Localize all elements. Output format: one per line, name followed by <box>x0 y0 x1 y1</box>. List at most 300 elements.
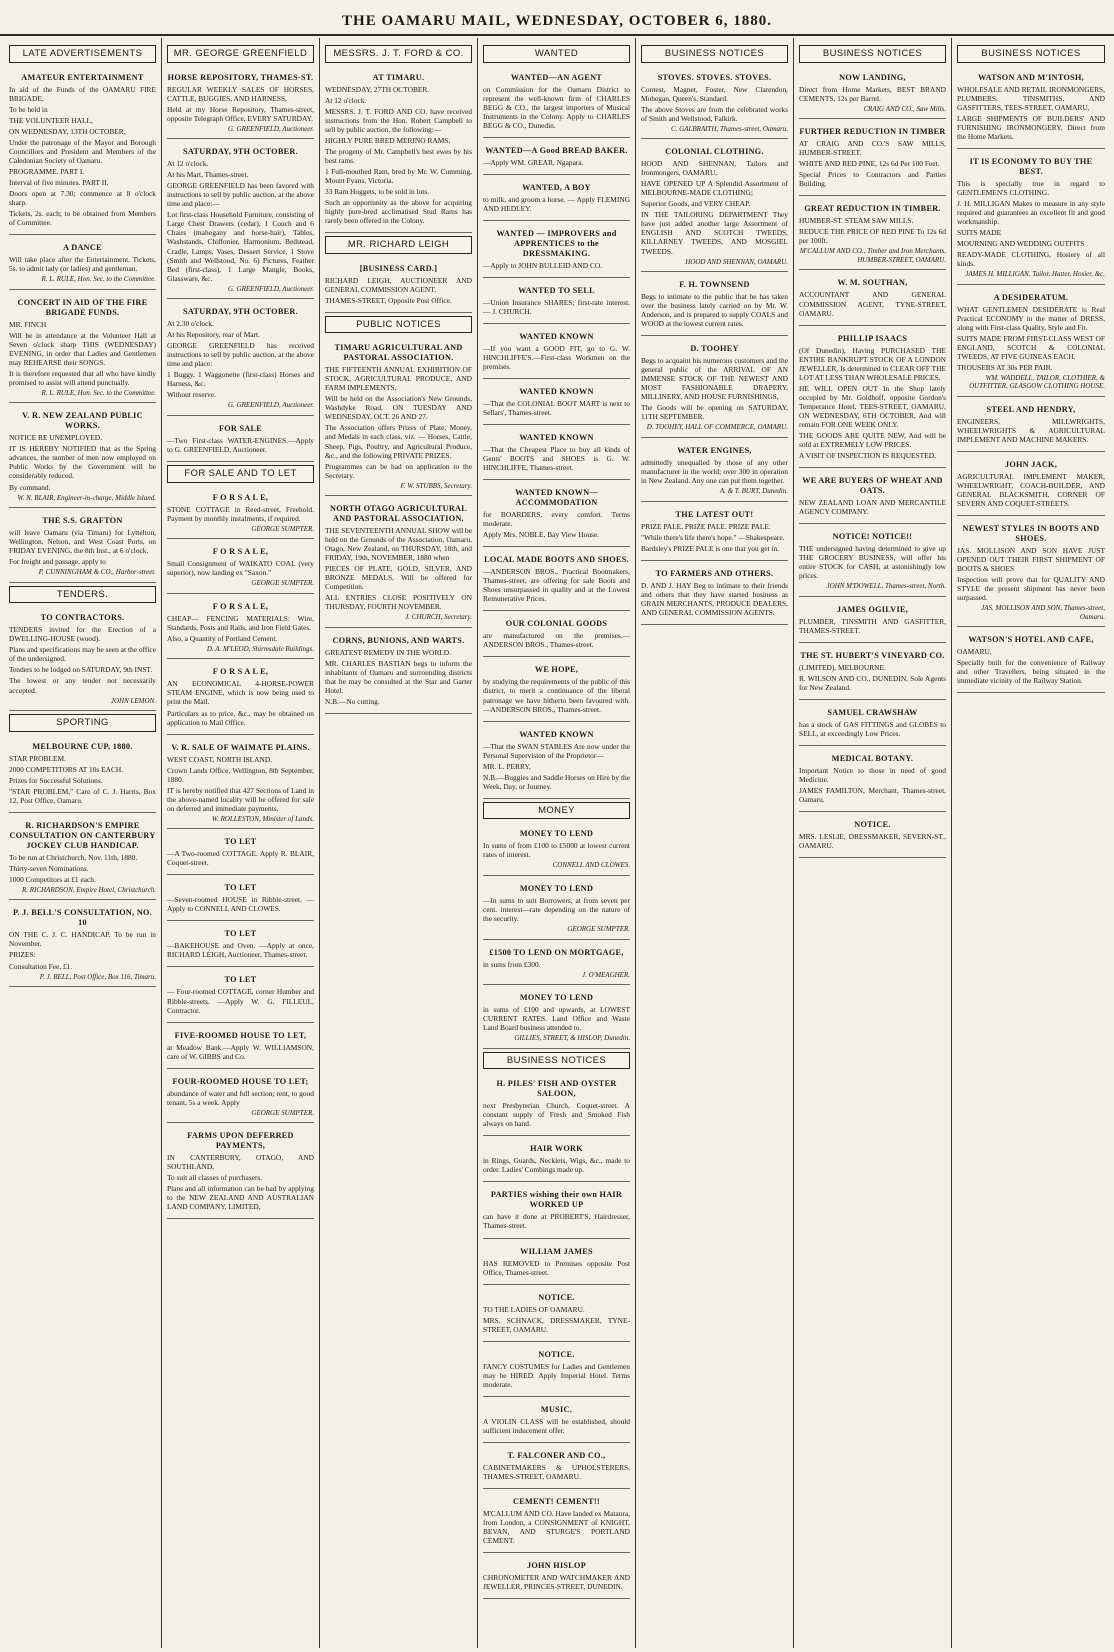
advertisement <box>9 68 156 235</box>
column-2 <box>162 38 320 1648</box>
ad-heading: FIVE-ROOMED HOUSE TO LET, <box>174 1030 307 1040</box>
ad-heading: FOR SALE <box>218 423 263 433</box>
ad-text: The Association offers Prizes of Plate, Money, and Medals in each class, viz. — Horses, Cattle, Sheep, Pigs, Poultry, and Agricultural Produce, &c., and the following PRIVATE PRIZES. <box>325 423 472 460</box>
advertisement <box>325 68 472 233</box>
section-header: MR. GEORGE GREENFIELD <box>167 45 314 63</box>
ad-heading: MONEY TO LEND <box>519 829 594 839</box>
advertisement <box>167 924 314 967</box>
ad-text: Prizes for Successful Solutions. <box>9 775 103 785</box>
ad-text: 2000 COMPETITORS AT 10s EACH. <box>9 764 124 774</box>
ad-text: Contest, Magnet, Foster, New Clarendon, Mohegan, Queen's, Standard. <box>641 84 788 103</box>
ad-heading: THE ST. HUBERT'S VINEYARD CO. <box>800 650 945 660</box>
ad-text: Plans and specifications may be seen at the office of the undersigned. <box>9 645 156 664</box>
advertisement <box>799 600 946 643</box>
advertisement <box>167 68 314 140</box>
ad-text: The lowest or any tender not necessarily accepted. <box>9 676 156 695</box>
ad-text: STAR PROBLEM. <box>9 753 66 763</box>
ad-heading: AT TIMARU. <box>372 72 425 82</box>
ad-text: (LIMITED), MELBOURNE. <box>799 662 886 672</box>
ad-heading: TO LET <box>224 883 257 893</box>
advertisement <box>483 1446 630 1489</box>
ad-signature: P. CUNNINGHAM & CO., Harbor-street. <box>38 568 156 577</box>
ad-text: Lot first-class Household Furniture, consisting of Large Chest Drawers (cedar), 1 Couch and 6 Chairs (mahogany and horse-hair), Tables, Washstands, Chiffonier, Harmonium, Bedstead, Cradle, Lamps, Vases, Dessert Service, 1 Stove (Smith and Wellstood, No. 6) Pictures, Feather Bed (first-class), 1 Large Mangle, Books, Glassware, &c. <box>167 210 314 283</box>
ad-text: N.B.—Buggies and Saddle Horses on Hire by the Week, Day, or Journey. <box>483 772 630 791</box>
ad-text: AN ECONOMICAL 4-HORSE-POWER STEAM ENGINE, which is now being used to print the Mail. <box>167 679 314 707</box>
ad-text: WEDNESDAY, 27TH OCTOBER. <box>325 84 430 94</box>
ad-heading: A DANCE <box>63 243 102 253</box>
ad-heading: CEMENT! CEMENT!! <box>513 1496 600 1506</box>
ad-text: Tickets, 2s. each; to be obtained from Members of Committee. <box>9 208 156 227</box>
advertisement <box>641 68 788 140</box>
section-header: BUSINESS NOTICES <box>641 45 788 63</box>
ad-text: in Rings, Guards, Necklets, Wigs, &c., made to order. Ladies' Combings made up. <box>483 1156 630 1175</box>
ad-text: —That the COLONIAL BOOT MART is next to Sellars', Thames-street. <box>483 399 630 418</box>
advertisement <box>167 488 314 540</box>
ad-heading: WANTED TO SELL <box>518 285 595 295</box>
ad-text: Thirty-seven Nominations. <box>9 863 89 873</box>
ad-text: for BOARDERS, every comfort. Terms moderate. <box>483 510 630 529</box>
ad-text: MR. CHARLES BASTIAN begs to inform the inhabitants of Oamaru and surrounding districts that he may be consulted at the Star and Garter Hotel. <box>325 659 472 696</box>
ad-heading: WANTED KNOWN <box>519 729 594 739</box>
ad-heading: JOHN HISLOP <box>526 1561 587 1571</box>
ad-heading: TO LET <box>224 975 257 985</box>
ad-heading: D. TOOHEY <box>690 344 739 354</box>
advertisement <box>483 1345 630 1397</box>
advertisement <box>325 499 472 628</box>
ad-heading: MELBOURNE CUP, 1880. <box>32 741 133 751</box>
ad-text: Will be in attendance at the Volunteer Hall at Seven o'clock sharp THIS (WEDNESDAY) EVENING, in order that Ladies and Gentlemen may REHEARSE their SONGS. <box>9 330 156 367</box>
ad-heading: PARTIES wishing their own HAIR WORKED UP <box>490 1190 623 1210</box>
advertisement <box>957 288 1105 397</box>
advertisement <box>799 703 946 746</box>
ad-signature: A. & T. BURT, Dunedin. <box>719 487 788 496</box>
advertisement <box>957 152 1105 285</box>
ad-signature: J. CHURCH, Secretary. <box>405 613 472 622</box>
ad-text: NEW ZEALAND LOAN AND MERCANTILE AGENCY COMPANY. <box>799 497 946 516</box>
ad-heading: T. FALCONER AND CO., <box>507 1450 606 1460</box>
ad-heading: £1500 TO LEND ON MORTGAGE, <box>489 947 624 957</box>
ad-heading: TO LET <box>224 929 257 939</box>
ad-text: CHEAP— FENCING MATERIALS: Wire, Standards, Posts and Rails, and Iron Field Gates. <box>167 613 314 632</box>
advertisement <box>483 1185 630 1238</box>
advertisement <box>483 943 630 986</box>
advertisement <box>957 68 1105 149</box>
ad-heading: WANTED KNOWN <box>519 433 594 443</box>
ad-heading: F O R S A L E, <box>212 667 269 677</box>
advertisement <box>167 1126 314 1219</box>
ad-text: Under the patronage of the Mayor and Borough Councillors and President and Members of the Caledonian Society of Oamaru. <box>9 137 156 165</box>
advertisement <box>957 630 1105 693</box>
ad-text: will leave Oamaru (via Timaru) for Lyttelton, Wellington, Nelson, and West Coast Ports, on FRIDAY EVENING, the 8th Inst., at 6 o'clock. <box>9 528 156 556</box>
ad-heading: GREAT REDUCTION IN TIMBER. <box>804 204 941 214</box>
advertisement <box>167 1026 314 1069</box>
ad-text: TENDERS invited for the Erection of a DWELLING-HOUSE (wood). <box>9 625 156 644</box>
ad-text: abundance of water and full section; rent, to good tenant, 5s a week. Apply <box>167 1088 314 1107</box>
ad-text: It is therefore requested that all who have kindly promised to assist will attend punctually. <box>9 368 156 387</box>
advertisement <box>799 273 946 325</box>
ad-text: STONE COTTAGE in Reed-street, Freehold. Payment by monthly instalments, if required. <box>167 504 314 523</box>
ad-text: GEORGE GREENFIELD has been favored with instructions to sell by public auction, at the above time and place:— <box>167 181 314 209</box>
ad-text: —Seven-roomed HOUSE in Ribble-street. —Apply to CONNELL AND CLOWES. <box>167 895 314 914</box>
column-4 <box>478 38 636 1648</box>
column-3 <box>320 38 478 1648</box>
ad-text: "STAR PROBLEM," Care of C. J. Harris, Box 12, Post Office, Oamaru. <box>9 786 156 805</box>
advertisement <box>167 738 314 830</box>
section-header: FOR SALE AND TO LET <box>167 465 314 483</box>
ad-heading: TO FARMERS AND OTHERS. <box>655 568 774 578</box>
ad-heading: P. J. BELL'S CONSULTATION, NO. 10 <box>12 908 153 928</box>
ad-signature: G. GREENFIELD, Auctioneer. <box>228 124 314 133</box>
advertisement <box>9 903 156 987</box>
ad-text: In sums of from £100 to £5000 at lowest current rates of interest. <box>483 841 630 860</box>
ad-heading: MONEY TO LEND <box>519 883 594 893</box>
ad-text: Direct from Home Markets, BEST BRAND CEMENTS, 12s per Barrel. <box>799 84 946 103</box>
ad-signature: G. GREENFIELD, Auctioneer. <box>228 401 314 410</box>
section-header: BUSINESS NOTICES <box>957 45 1105 63</box>
ad-heading: A DESIDERATUM. <box>993 292 1069 302</box>
ad-text: The progeny of Mr. Campbell's best ewes by his best rams. <box>325 146 472 165</box>
ad-text: D. AND J. HAY Beg to intimate to their friends and others that they have started business as GRAIN MERCHANTS, PRODUCE DEALERS, AND GENERAL COMMISSION AGENTS. <box>641 580 788 617</box>
advertisement <box>167 302 314 416</box>
ad-text: THE VOLUNTEER HALL, <box>9 115 93 125</box>
ad-heading: TO LET <box>224 837 257 847</box>
ad-heading: WILLIAM JAMES <box>520 1246 593 1256</box>
ad-text: THE SEVENTEENTH ANNUAL SHOW will be held on the Grounds of the Association, Oamaru, Otago, New Zealand, on THURSDAY, 18th, and FRIDAY, 19th, NOVEMBER, 1880 when <box>325 526 472 563</box>
section-header: LATE ADVERTISEMENTS <box>9 45 156 63</box>
ad-text: admittedly unequalled by those of any other manufacturer in the world; over 300 in operation in New Zealand. Any one can put them together. <box>641 457 788 486</box>
ad-text: MR. FINCH <box>9 319 47 329</box>
ad-heading: WANTED—AN AGENT <box>510 72 603 82</box>
ad-text: A VISIT OF INSPECTION IS REQUESTED, <box>799 450 936 460</box>
ad-text: SUITS MADE <box>957 227 1002 237</box>
ad-text: 1 Full-mouthed Ram, bred by Mr. W. Cumming, Mount Fyans, Victoria. <box>325 166 472 185</box>
ad-text: JAS. MOLLISON AND SON HAVE JUST OPENED OUT THEIR FIRST SHIPMENT OF BOOTS & SHOES <box>957 546 1105 574</box>
ad-heading: COLONIAL CLOTHING. <box>665 147 764 157</box>
ad-text: GEORGE GREENFIELD has received instructions to sell by public auction, at the above time and place: <box>167 341 314 369</box>
ad-text: THAMES-STREET, Opposite Post Office. <box>325 295 452 305</box>
ad-signature: GEORGE SUMPTER. <box>567 925 630 933</box>
ad-text: WEST COAST, NORTH ISLAND. <box>167 754 273 764</box>
ad-text: GREATEST REMEDY IN THE WORLD. <box>325 647 451 657</box>
advertisement <box>483 141 630 175</box>
ad-text: next Presbyterian Church, Coquet-street. A constant supply of Fresh and Smoked Fish always on hand. <box>483 1101 630 1129</box>
ad-signature: CRAIG AND CO., Saw Mills. <box>863 104 946 113</box>
ad-signature: R. RICHARDSON, Empire Hotel, Christchurch. <box>21 885 156 894</box>
ad-heading: W. M. SOUTHAN, <box>837 278 908 288</box>
ad-heading: WATER ENGINES, <box>677 445 752 455</box>
ad-text: Crown Lands Office, Wellington, 8th September, 1880. <box>167 765 314 784</box>
ad-text: THE undersigned having determined to give up THE GROCERY BUSINESS, will offer his entire STOCK for CASH, at astonishingly low prices. <box>799 544 946 581</box>
advertisement <box>483 281 630 324</box>
masthead <box>0 0 1114 36</box>
ad-text: IT IS HEREBY NOTIFIED that as the Spring advances, the number of men now employed on Public Works by the Government will be considerably reduced. <box>9 444 156 481</box>
ad-heading: NOTICE. <box>854 820 891 830</box>
advertisement <box>799 646 946 700</box>
ad-heading: HORSE REPOSITORY, THAMES-ST. <box>167 72 314 82</box>
ad-text: ENGINEERS, MILLWRIGHTS, WHEELWRIGHTS & AGRICULTURAL IMPLEMENT AND MACHINE MAKERS. <box>957 416 1105 444</box>
advertisement <box>483 660 630 721</box>
column-1 <box>4 38 162 1648</box>
advertisement <box>167 1072 314 1124</box>
advertisement <box>483 224 630 278</box>
ad-text: 1000 Competitors at £1 each. <box>9 874 96 884</box>
ad-heading: NEWEST STYLES IN BOOTS AND SHOES. <box>962 524 1100 544</box>
ad-text: AGRICULTURAL IMPLEMENT MAKER, WHEELWRIGHT, COACH-BUILDER, AND GENERAL BLACKSMITH, CORNER OF SEVERN AND COQUET-STREETS. <box>957 471 1105 509</box>
ad-text: can have it done at PROBERT'S, Hairdresser, Thames-street. <box>483 1212 630 1231</box>
ad-text: WHAT GENTLEMEN DESIDERATE is Real Practical ECONOMY in the matter of DRESS, along with First-class Quality, Style and Fit. <box>957 304 1105 332</box>
ad-heading: [BUSINESS CARD.] <box>359 263 438 273</box>
advertisement <box>483 725 630 799</box>
ad-heading: NORTH OTAGO AGRICULTURAL AND PASTORAL ASSOCIATION. <box>329 504 468 524</box>
ad-text: PRIZES: <box>9 950 36 960</box>
advertisement <box>483 327 630 379</box>
ad-heading: JAMES OGILVIE, <box>836 604 909 614</box>
ad-text: Bardsley's PRIZE PALE is one that you get in. <box>641 543 779 553</box>
ad-text: Doors open at 7.30; commence at 8 o'clock sharp. <box>9 188 156 207</box>
advertisement <box>483 483 630 547</box>
ad-heading: WANTED, A BOY <box>522 182 591 192</box>
ad-text: Without reserve. <box>167 390 216 400</box>
ad-signature: M'CALLUM AND CO., Timber and Iron Merchants, HUMBER-STREET, OAMARU. <box>799 247 946 264</box>
ad-text: AT CRAIG AND CO.'S SAW MILLS, HUMBER-STREET. <box>799 139 946 158</box>
ad-text: ALL ENTRIES CLOSE POSITIVELY ON THURSDAY, FOURTH NOVEMBER. <box>325 593 472 612</box>
advertisement <box>641 505 788 561</box>
ad-signature: C. GALBRAITH, Thames-street, Oamaru. <box>671 124 788 133</box>
ad-text: —Apply to JOHN BULLEID AND CO. <box>483 260 603 270</box>
ad-text: MESSRS. J. T. FORD AND CO. have received instructions from the Hon. Robert Campbell to sell by public auction, the following:— <box>325 106 472 134</box>
ad-text: N.B.—No cutting. <box>325 697 380 707</box>
ad-text: REDUCE THE PRICE OF RED PINE To 12s 6d per 100ft. <box>799 227 946 246</box>
ad-text: Interval of five minutes. PART II. <box>9 177 109 187</box>
ad-text: MRS. SCHNACK, DRESSMAKER, TYNE-STREET, OAMARU. <box>483 1315 630 1334</box>
ad-heading: LOCAL MADE BOOTS AND SHOES. <box>484 555 629 565</box>
ad-text: IN CANTERBURY, OTAGO, AND SOUTHLAND, <box>167 1153 314 1172</box>
ad-text: HIGHLY PURE BRED MERINO RAMS, <box>325 135 451 145</box>
advertisement <box>799 527 946 597</box>
ad-text: Consultation Fee, £1. <box>9 961 73 971</box>
ad-heading: WANTED KNOWN <box>519 331 594 341</box>
advertisement <box>167 878 314 921</box>
ad-text: This is specially true in regard to GENTLEMEN'S CLOTHING. <box>957 178 1105 197</box>
ad-text: To suit all classes of purchasers. <box>167 1173 263 1183</box>
ad-text: MR. L. PERRY, <box>483 761 531 771</box>
ad-text: IN THE TAILORING DEPARTMENT They have just added another large Assortment of ENGLISH AND SCOTCH TWEEDS, KILLARNEY TWEEDS, AND MOSGIEL TWEEDS. <box>641 210 788 256</box>
ad-heading: F O R S A L E, <box>212 492 269 502</box>
ad-text: —ANDERSON BROS., Practical Bootmakers, Thames-street, are offering for sale Boots and Shoes unsurpassed in quality and at the Lowest Remunerative Prices. <box>483 567 630 604</box>
ad-text: PLUMBER, TINSMITH AND GASFITTER, THAMES-STREET. <box>799 616 946 635</box>
ad-heading: NOTICE! NOTICE!! <box>832 532 913 542</box>
ad-text: ON THE C. J. C. HANDICAP, To be run in November. <box>9 930 156 949</box>
ad-heading: WANTED KNOWN—ACCOMMODATION <box>515 488 598 508</box>
advertisement <box>799 749 946 812</box>
ad-text: MOURNING AND WEDDING OUTFITS <box>957 238 1085 248</box>
ad-text: HAS REMOVED to Premises opposite Post Office, Thames-street. <box>483 1258 630 1277</box>
ad-text: Will take place after the Entertainment. Tickets, 5s. to admit lady (or ladies) and gentleman. <box>9 255 156 274</box>
ad-signature: D. TOOHEY, HALL OF COMMERCE, OAMARU. <box>646 423 788 432</box>
ad-text: Particulars as to price, &c., may be obtained on application to Mail Office. <box>167 708 314 727</box>
ad-signature: G. GREENFIELD, Auctioneer. <box>228 284 314 293</box>
advertisement <box>483 824 630 876</box>
ad-heading: THE LATEST OUT! <box>675 509 754 519</box>
ad-text: RICHARD LEIGH, AUCTIONEER AND GENERAL COMMISSION AGENT, <box>325 275 472 294</box>
ad-text: In aid of the Funds of the OAMARU FIRE BRIGADE, <box>9 84 156 103</box>
ad-text: WHOLESALE AND RETAIL IRONMONGERS, PLUMBERS, TINSMITHS, AND GASFITTERS, TEES-STREET, OAMARU, <box>957 84 1105 112</box>
advertisement <box>641 142 788 272</box>
ad-text: IT is hereby notified that 427 Sections of Land in the above-named locality will be offered for sale on deferred and immediate payments. <box>167 785 314 813</box>
ad-signature: W. ROLLESTON, Minister of Lands. <box>211 814 314 823</box>
ad-signature: GEORGE SUMPTER. <box>251 579 314 588</box>
advertisement <box>957 455 1105 516</box>
ad-text: Begs to intimate to the public that he has taken over the business lately carried on by Mr. W. Anderson, and is prepared to supply COALS and WOOD at the lowest current rates. <box>641 292 788 329</box>
advertisement <box>9 238 156 290</box>
ad-signature: R. L. RULE, Hon. Sec. to the Committee. <box>41 388 156 397</box>
ad-text: At his Repository, rear of Mart. <box>167 330 260 340</box>
advertisement <box>9 406 156 508</box>
ad-text: CHRONOMETER AND WATCHMAKER AND JEWELLER, PRINCES-STREET, DUNEDIN. <box>483 1573 630 1592</box>
ad-heading: CORNS, BUNIONS, AND WARTS. <box>332 635 465 645</box>
ad-text: PRIZE PALE. PRIZE PALE. PRIZE PALE. <box>641 521 771 531</box>
ad-heading: THE S.S. GRAFTON <box>42 516 123 526</box>
advertisement <box>641 441 788 502</box>
ad-heading: SATURDAY, 9TH OCTOBER. <box>183 307 298 317</box>
ad-signature: W. N. BLAIR, Engineer-in-charge, Middle Island. <box>17 493 156 502</box>
ad-heading: NOTICE. <box>538 1292 575 1302</box>
ad-text: —If you want a GOOD FIT, go to G. W. HINCHLIFFE'S.—First-class Workmen on the premises. <box>483 343 630 371</box>
advertisement <box>799 329 946 468</box>
advertisement <box>167 142 314 299</box>
ad-text: Superior Goods, and VERY CHEAP. <box>641 199 751 209</box>
ad-text: 33 Ram Hoggets, to be sold in lots. <box>325 186 430 196</box>
ad-text: — Four-roomed COTTAGE, corner Humber and Ribble-streets. —Apply W. G. FILLEUL, Contractor. <box>167 987 314 1015</box>
section-header: BUSINESS NOTICES <box>799 45 946 63</box>
ad-text: are manufactured on the premises.—ANDERSON BROS., Thames-street. <box>483 631 630 650</box>
advertisement <box>799 122 946 196</box>
ad-text: (Of Dunedin), Having PURCHASED THE ENTIRE BANKRUPT STOCK OF A LONDON JEWELLER, Is determined to CLEAR OFF THE LOT AT LESS THAN WHOLESALE PRICES. <box>799 345 946 382</box>
ad-heading: AMATEUR ENTERTAINMENT <box>21 72 144 82</box>
ad-signature: GEORGE SUMPTER. <box>251 524 314 533</box>
ad-text: Specially built for the convenience of Railway and other Travellers, being situated in the immediate vicinity of the Railway Station. <box>957 658 1105 686</box>
advertisement <box>483 382 630 425</box>
ad-signature: GILLIES, STREET, & HISLOP, Dunedin. <box>514 1034 630 1043</box>
ad-text: At his Mart, Thames-street. <box>167 170 249 180</box>
ad-heading: NOTICE. <box>538 1349 575 1359</box>
ad-text: —BAKEHOUSE and Oven. —Apply at once, RICHARD LEIGH, Auctioneer, Thames-street. <box>167 941 314 960</box>
ad-text: to milk, and groom a horse. — Apply FLEMING AND HEDLEY. <box>483 194 630 213</box>
ad-heading: MONEY TO LEND <box>519 993 594 1003</box>
masthead-title: THE OAMARU MAIL, WEDNESDAY, OCTOBER 6, 1880. <box>342 13 772 29</box>
ad-heading: TIMARU AGRICULTURAL AND PASTORAL ASSOCIATION. <box>334 343 463 363</box>
ad-text: "While there's life there's hope." —Shakespeare. <box>641 532 785 542</box>
ad-text: on Commission for the Oamaru District to represent the well-known firm of CHARLES BEGG & CO., the largest importers of Musical Instruments in the Colony. Apply to CHARLES BEGG & CO., Dunedin. <box>483 84 630 130</box>
advertisement <box>167 542 314 594</box>
column-5 <box>636 38 794 1648</box>
advertisement <box>483 614 630 657</box>
ad-signature: WM. WADDELL, TAILOR, CLOTHIER, & OUTFITTER, GLASGOW CLOTHING HOUSE. <box>969 373 1105 391</box>
advertisement <box>167 832 314 875</box>
ad-text: WHITE AND RED PINE, 12s 6d Per 100 Feet. <box>799 159 940 169</box>
advertisement <box>799 199 946 270</box>
ad-heading: OUR COLONIAL GOODS <box>505 619 608 629</box>
ad-heading: WANTED KNOWN <box>519 387 594 397</box>
ad-heading: F O R S A L E, <box>212 547 269 557</box>
ad-text: NOTICE RE UNEMPLOYED. <box>9 433 102 443</box>
ad-signature: JOHN LEMON. <box>110 696 156 705</box>
advertisement <box>483 1400 630 1443</box>
newspaper-columns <box>4 38 1110 1648</box>
ad-heading: WATSON'S HOTEL AND CAFE, <box>968 635 1094 645</box>
ad-text: ON WEDNESDAY, 13TH OCTOBER, <box>9 126 126 136</box>
ad-text: Begs to acquaint his numerous customers and the general public of the ARRIVAL OF AN IMMENSE STOCK OF THE NEWEST AND MOST FASHIONABLE DRAPERY, MILLINERY, AND HOUSE FURNISHINGS, <box>641 356 788 402</box>
advertisement <box>641 564 788 625</box>
ad-text: LARGE SHIPMENTS OF BUILDERS' AND FURNISHING IRONMONGERY, Direct from the Home Markets. <box>957 113 1105 141</box>
ad-text: —A Two-roomed COTTAGE. Apply R. BLAIR, Coquet-street. <box>167 849 314 868</box>
ad-text: MRS. LESLIE, DRESSMAKER, SEVERN-ST., OAMARU. <box>799 832 946 851</box>
ad-text: The above Stoves are from the celebrated works of Smith and Wellstood, Falkirk. <box>641 104 788 123</box>
ad-text: At 2.30 o'clock. <box>167 319 214 329</box>
ad-signature: GEORGE SUMPTER. <box>251 1108 314 1117</box>
advertisement <box>9 293 156 404</box>
ad-text: —Union Insurance SHARES; first-rate interest. — J. CHURCH. <box>483 297 630 316</box>
ad-text: Such an opportunity as the above for acquiring highly pure-bred acclimatised Stud Rams has rarely been offered in the Colony. <box>325 197 472 225</box>
ad-text: A VIOLIN CLASS will be established, should sufficient inducement offer. <box>483 1416 630 1435</box>
ad-text: ACCOUNTANT AND GENERAL COMMISSION AGENT, TYNE-STREET, OAMARU. <box>799 290 946 318</box>
ad-heading: MEDICAL BOTANY. <box>831 753 914 763</box>
ad-text: JAMES FAMILTON, Merchant, Thames-street, Oamaru. <box>799 785 946 804</box>
advertisement <box>483 1074 630 1136</box>
ad-heading: R. RICHARDSON'S EMPIRE CONSULTATION ON CANTERBURY JOCKEY CLUB HANDICAP. <box>9 820 156 850</box>
advertisement <box>483 988 630 1049</box>
ad-heading: WANTED — IMPROVERS and APPRENTICES to the DRESSMAKING. <box>496 228 617 258</box>
ad-heading: HAIR WORK <box>530 1144 583 1154</box>
ad-text: —In sums to suit Borrowers, at from seven per cent. interest—rate depending on the nature of the security. <box>483 895 630 923</box>
ad-signature: JAMES H. MILLIGAN, Tailor, Hatter, Hosier, &c. <box>965 270 1105 279</box>
ad-heading: SAMUEL CRAWSHAW <box>827 707 918 717</box>
advertisement <box>167 597 314 660</box>
ad-text: Held at my Horse Repository, Thames-street, opposite Telegraph Office, EVERY SATURDAY. <box>167 104 314 123</box>
advertisement <box>641 275 788 336</box>
advertisement <box>167 662 314 734</box>
ad-text: THE FIFTEENTH ANNUAL EXHIBITION OF STOCK, AGRICULTURAL PRODUCE, AND FARM IMPLEMENTS, <box>325 365 472 393</box>
ad-heading: V. R. SALE OF WAIMATE PLAINS. <box>171 742 310 752</box>
ad-signature: HOOD AND SHENNAN, OAMARU. <box>685 257 788 266</box>
section-header: WANTED <box>483 45 630 63</box>
ad-text: Apply Mrs. NOBLE, Bay View House. <box>483 530 600 540</box>
advertisement <box>483 428 630 480</box>
ad-text: Programmes can be had on application to the Secretary. <box>325 461 472 480</box>
ad-text: At 12 o'clock. <box>325 95 367 105</box>
ad-text: 1 Buggy, 1 Waggonette (first-class) Horses and Harness, &c. <box>167 370 314 389</box>
ad-heading: NOW LANDING, <box>839 72 906 82</box>
ad-heading: FOUR-ROOMED HOUSE TO LET; <box>172 1076 309 1086</box>
ad-heading: CONCERT IN AID OF THE FIRE BRIGADE FUNDS. <box>17 297 148 317</box>
ad-heading: F. H. TOWNSEND <box>679 280 750 290</box>
advertisement <box>325 259 472 313</box>
ad-text: By command. <box>9 482 51 492</box>
advertisement <box>483 1139 630 1182</box>
section-header: PUBLIC NOTICES <box>325 316 472 334</box>
section-header: MR. RICHARD LEIGH <box>325 236 472 254</box>
ad-text: THE GOODS ARE QUITE NEW, And will be sold at EXTREMELY LOW PRICES. <box>799 430 946 449</box>
ad-text: Small Consignment of WAIKATO COAL (very superior), now landing ex "Saxon." <box>167 559 314 578</box>
ad-text: REGULAR WEEKLY SALES OF HORSES, CATTLE, BUGGIES, AND HARNESS, <box>167 84 314 103</box>
ad-text: To be held in <box>9 104 48 114</box>
ad-heading: WATSON AND M'INTOSH, <box>977 72 1084 82</box>
advertisement <box>483 68 630 138</box>
advertisement <box>9 816 156 901</box>
ad-text: HE WILL OPEN OUT In the Shop lately occupied by Mr. Goldhoff, opposite Gordon's Temperance Hotel, TEES-STREET, OAMARU, ON WEDNESDAY, 6TH OCTOBER, And will remain FOR ONE WEEK ONLY. <box>799 383 946 429</box>
ad-heading: V. R. NEW ZEALAND PUBLIC WORKS. <box>22 411 143 431</box>
advertisement <box>483 178 630 221</box>
